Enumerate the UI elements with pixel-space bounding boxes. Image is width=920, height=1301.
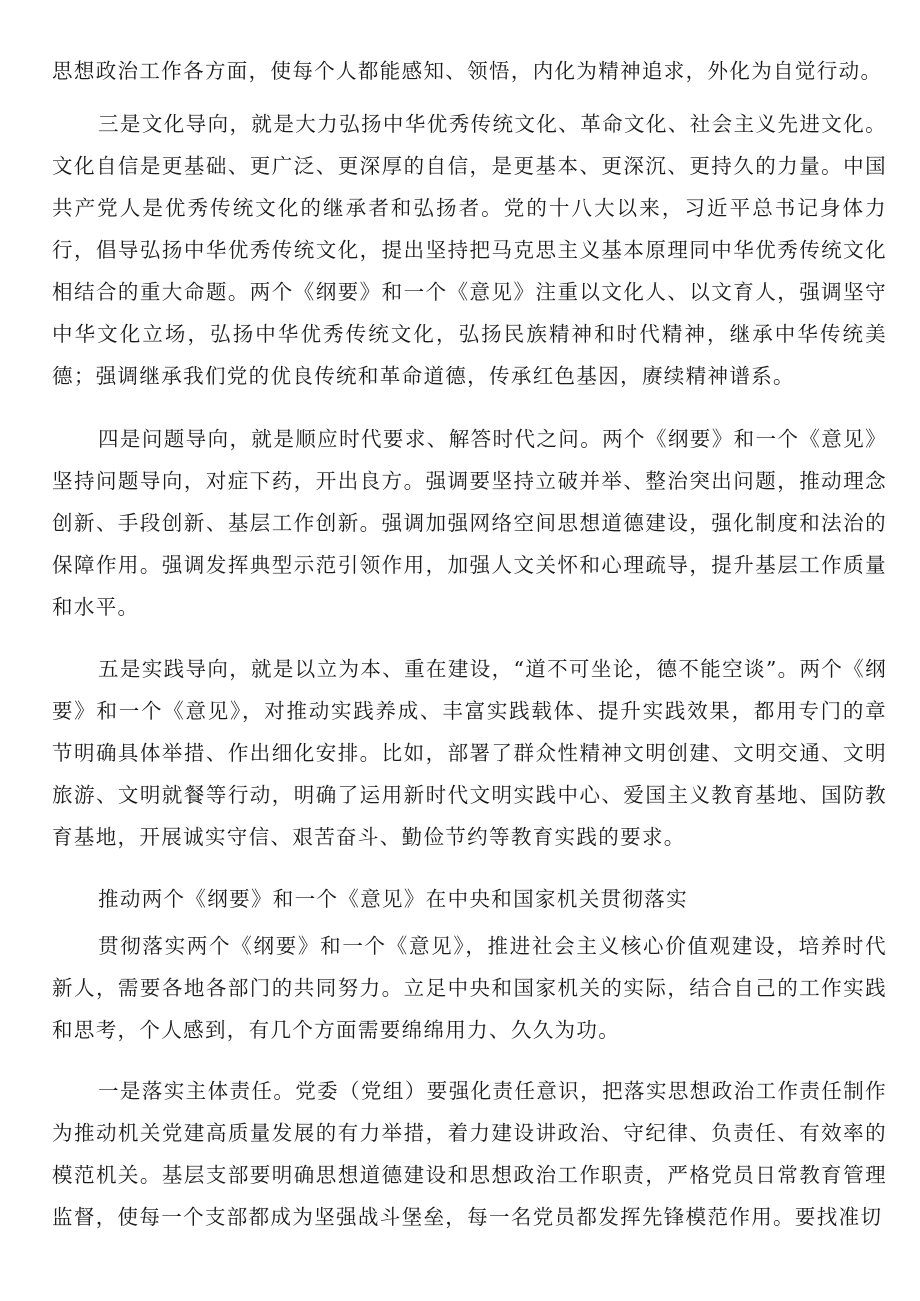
paragraph-main-responsibility: 一是落实主体责任。党委（党组）要强化责任意识，把落实思想政治工作责任制作为推动机关党建高质量发展的有力举措，着力建设讲政治、守纪律、负责任、有效率的模范机关。基层支部要明确思想道德建设和思想政治工作职责，严格党员日常教育管理监督，使每一个支部都成为坚强战斗堡垒，每一名党员都发挥先锋模范作用。要找准切 (52, 1079, 887, 1229)
paragraph-practice-orientation: 五是实践导向，就是以立为本、重在建设，“道不可坐论，德不能空谈”。两个《纲要》和一个《意见》，对推动实践养成、丰富实践载体、提升实践效果，都用专门的章节明确具体举措、作出细化安排。比如，部署了群众性精神文明创建、文明交通、文明旅游、文明就餐等行动，明确了运用新时代文明实践中心、爱国主义教育基地、国防教育基地，开展诚实守信、艰苦奋斗、勤俭节约等教育实践的要求。 (52, 657, 887, 849)
paragraph-implementation-intro: 贯彻落实两个《纲要》和一个《意见》，推进社会主义核心价值观建设，培养时代新人，需要各地各部门的共同努力。立足中央和国家机关的实际，结合自己的工作实践和思考，个人感到，有几个方面需要绵绵用力、久久为功。 (52, 934, 887, 1042)
paragraph-problem-orientation: 四是问题导向，就是顺应时代要求、解答时代之问。两个《纲要》和一个《意见》坚持问题导向，对症下药，开出良方。强调要坚持立破并举、整治突出问题，推动理念创新、手段创新、基层工作创新。强调加强网络空间思想道德建设，强化制度和法治的保障作用。强调发挥典型示范引领作用，加强人文关怀和心理疏导，提升基层工作质量和水平。 (52, 427, 887, 619)
section-heading: 推动两个《纲要》和一个《意见》在中央和国家机关贯彻落实 (98, 887, 688, 911)
paragraph-culture-orientation: 三是文化导向，就是大力弘扬中华优秀传统文化、革命文化、社会主义先进文化。文化自信是更基础、更广泛、更深厚的自信，是更基本、更深沉、更持久的力量。中国共产党人是优秀传统文化的继承者和弘扬者。党的十八大以来，习近平总书记身体力行，倡导弘扬中华优秀传统文化，提出坚持把马克思主义基本原理同中华优秀传统文化相结合的重大命题。两个《纲要》和一个《意见》注重以文化人、以文育人，强调坚守中华文化立场，弘扬中华优秀传统文化，弘扬民族精神和时代精神，继承中华传统美德；强调继承我们党的优良传统和革命道德，传承红色基因，赓续精神谱系。 (52, 112, 887, 388)
paragraph-continuation: 思想政治工作各方面，使每个人都能感知、领悟，内化为精神追求，外化为自觉行动。 (52, 59, 883, 83)
